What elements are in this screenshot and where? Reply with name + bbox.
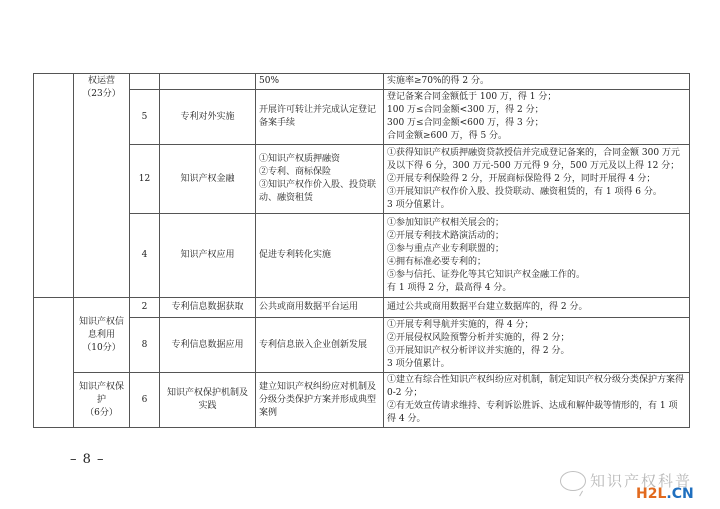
content-cell: 专利信息嵌入企业创新发展 [256, 318, 384, 373]
content-cell: 促进专利转化实施 [256, 214, 384, 298]
table-row [34, 74, 690, 90]
table-row [34, 373, 690, 428]
score-cell [130, 74, 160, 90]
chat-bubble-icon [560, 471, 586, 491]
item-cell: 专利信息数据应用 [160, 318, 256, 373]
table-row [34, 318, 690, 373]
content-cell: 建立知识产权纠纷应对机制及分级分类保护方案并形成典型案例 [256, 373, 384, 428]
item-cell: 知识产权金融 [160, 145, 256, 214]
standard-cell: ①开展专利导航并实施的，得 4 分； ②开展侵权风险预警分析并实施的，得 2 分； ③开展知识产权分析评议并实施的，得 2 分。 3 项分值累计。 [384, 318, 690, 373]
standard-cell: ①建立有综合性知识产权纠纷应对机制，制定知识产权分级分类保护方案得 0-2 分； ②有无效宣传请求维持、专利诉讼胜诉、达成和解仲裁等情形的，有 1 项得 4 分。 [384, 373, 690, 428]
score-cell: 8 [130, 318, 160, 373]
item-cell: 专利对外实施 [160, 90, 256, 145]
site-logo-cn: .CN [666, 486, 694, 502]
table-row [34, 298, 690, 318]
score-cell: 6 [130, 373, 160, 428]
category-cell: 知识产权信息利用 （10分） [74, 298, 130, 373]
item-cell: 知识产权保护机制及实践 [160, 373, 256, 428]
table-row [34, 90, 690, 145]
table-row [34, 214, 690, 298]
standard-cell: 登记备案合同金额低于 100 万，得 1 分； 100 万≤合同金额<300 万，得 2 分； 300 万≤合同金额<600 万，得 3 分； 合同金额≥600 万，得 5 分。 [384, 90, 690, 145]
item-cell: 专利信息数据获取 [160, 298, 256, 318]
score-cell: 12 [130, 145, 160, 214]
watermark-text: 知识产权科普 [590, 472, 693, 490]
standard-cell: ①参加知识产权相关展会的； ②开展专利技术路演活动的； ③参与重点产业专利联盟的； ④拥有标准必要专利的； ⑤参与信托、证券化等其它知识产权金融工作的。 有 1 项得 2 分，最高得 4 分。 [384, 214, 690, 298]
score-cell: 2 [130, 298, 160, 318]
content-cell: ①知识产权质押融资 ②专利、商标保险 ③知识产权作价入股、投贷联动、融资租赁 [256, 145, 384, 214]
content-cell: 公共或商用数据平台运用 [256, 298, 384, 318]
item-cell [160, 74, 256, 90]
site-logo [636, 486, 694, 502]
category-cell: 权运营 （23分） [74, 74, 130, 298]
empty-cell [34, 74, 74, 298]
evaluation-table [33, 73, 690, 428]
site-logo-h2l: H2L [636, 486, 667, 502]
standard-cell: 通过公共或商用数据平台建立数据库的，得 2 分。 [384, 298, 690, 318]
item-cell: 知识产权应用 [160, 214, 256, 298]
page-number: – 8 – [70, 452, 105, 467]
score-cell: 5 [130, 90, 160, 145]
table-row [34, 145, 690, 214]
content-cell: 50% [256, 74, 384, 90]
content-cell: 开展许可转让并完成认定登记备案手续 [256, 90, 384, 145]
standard-cell: ①获得知识产权质押融资贷款授信并完成登记备案的，合同金额 300 万元及以下得 6 分，300 万元-500 万元得 9 分，500 万元及以上得 12 分； ②开展专利保险得 2 分，开展商标保险得 2 分，同时开展得 4 分； ③开展知识产权作价入股、投贷联动、融资租赁的，有 1 项得 6 分。 3 项分值累计。 [384, 145, 690, 214]
empty-cell [34, 298, 74, 428]
standard-cell: 实施率≥70%的得 2 分。 [384, 74, 690, 90]
category-cell: 知识产权保护 （6分） [74, 373, 130, 428]
score-cell: 4 [130, 214, 160, 298]
